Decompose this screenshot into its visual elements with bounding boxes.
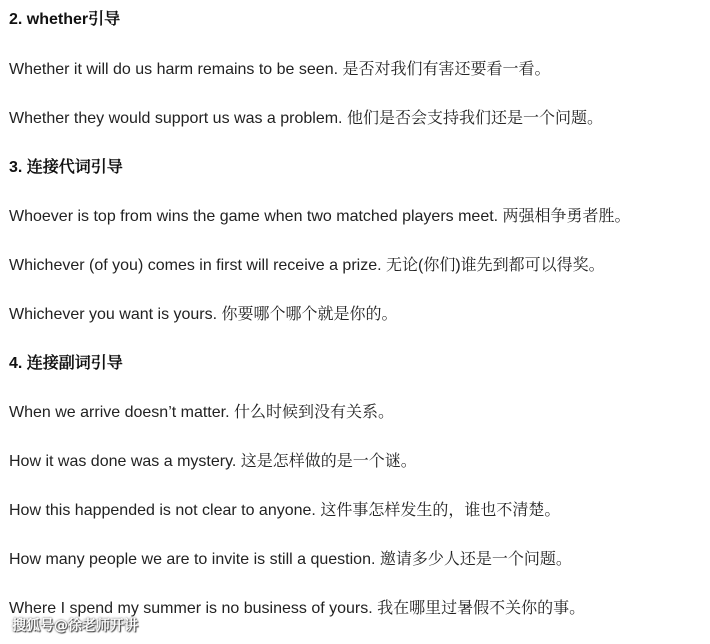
watermark-label: 搜狐号@徐老师开讲 xyxy=(12,618,138,634)
section-heading-pronoun: 3. 连接代词引导 xyxy=(9,159,123,176)
example-sentence: How this happended is not clear to anyone. 这件事怎样发生的，谁也不清楚。 xyxy=(9,502,561,519)
example-sentence: How it was done was a mystery. 这是怎样做的是一个谜。 xyxy=(9,453,417,470)
example-sentence: Whichever you want is yours. 你要哪个哪个就是你的。 xyxy=(9,306,398,323)
example-sentence: Whichever (of you) comes in first will receive a prize. 无论(你们)谁先到都可以得奖。 xyxy=(9,257,605,274)
example-sentence: Whether it will do us harm remains to be seen. 是否对我们有害还要看一看。 xyxy=(9,61,551,78)
section-heading-whether: 2. whether引导 xyxy=(9,11,121,28)
example-sentence: Whether they would support us was a problem. 他们是否会支持我们还是一个问题。 xyxy=(9,110,603,127)
example-sentence: When we arrive doesn’t matter. 什么时候到没有关系。 xyxy=(9,404,394,421)
section-heading-adverb: 4. 连接副词引导 xyxy=(9,355,123,372)
example-sentence: Whoever is top from wins the game when two matched players meet. 两强相争勇者胜。 xyxy=(9,208,631,225)
example-sentence: Where I spend my summer is no business of yours. 我在哪里过暑假不关你的事。 xyxy=(9,600,586,617)
example-sentence: How many people we are to invite is still a question. 邀请多少人还是一个问题。 xyxy=(9,551,572,568)
